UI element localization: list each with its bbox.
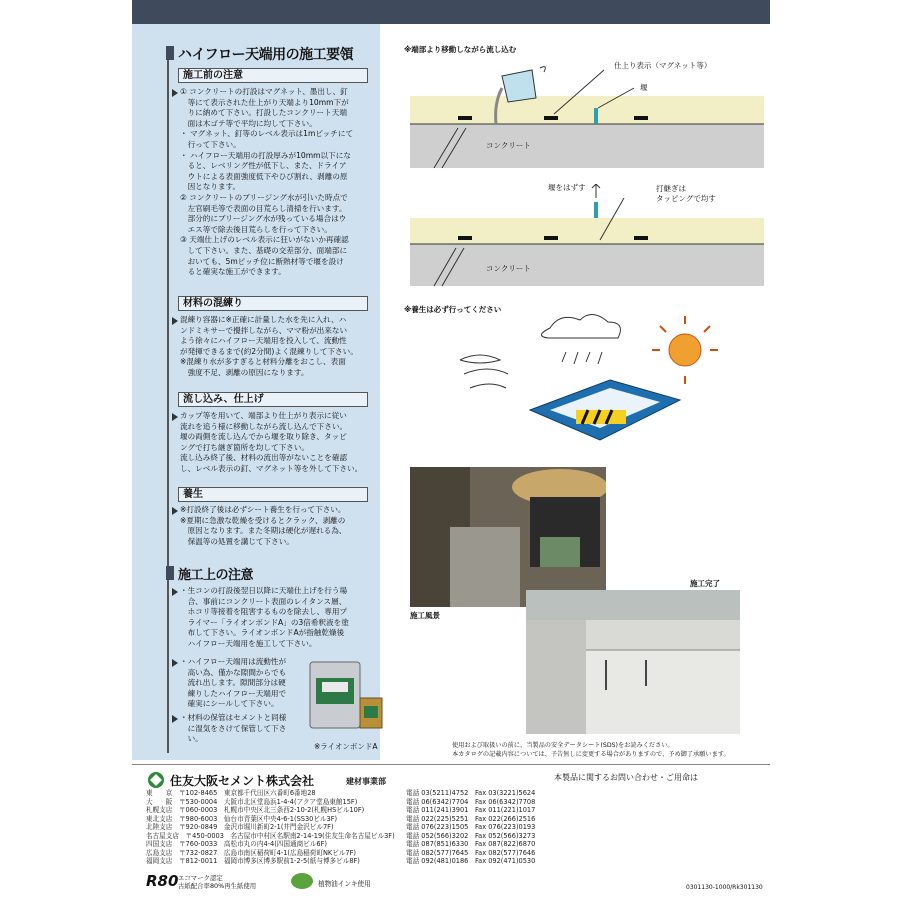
label-finish: 仕上り表示（マグネット等） (614, 61, 712, 70)
vertical-rule (167, 48, 169, 753)
section-before-heading: 施工前の注意 (178, 68, 368, 83)
photo-caption-work: 施工風景 (410, 611, 440, 620)
caution-item: ・ハイフロー天端用は流動性が 高い為、僅かな隙間からでも 流れ出します。隙間部分は硬 練りしたハイフロー天端用で 確実にシールして下さい。 (180, 657, 287, 709)
product-caption: ※ライオンボンドA (314, 742, 378, 751)
r80-logo: R80 (146, 872, 179, 890)
notice-text: 使用および取扱いの前に、当製品の安全データシート(SDS)をお読みください。 本カタログの記載内容については、予告無しに変更する場合がありますので、予め御了承願います。 (452, 742, 730, 758)
arrow-marker-icon (172, 317, 178, 325)
label-dam: 堰 (640, 83, 648, 92)
section-pour-body: カップ等を用いて、端部より仕上がり表示に従い 流れを追う様に移動しながら流し込んで下さい。 堰の両側を流し込んでから堰を取り除き、タッピ ングで打ち継ぎ箇所を均して下さい。 流し込み終了後、材料の流出等がないことを確認 し、レベル表示の釘、マグネット等を外して下さい。 (180, 411, 363, 473)
page-title: ハイフロー天端用の施工要領 (178, 44, 353, 64)
curing-caption: ※養生は必ず行ってください (404, 305, 502, 314)
vegetable-ink-icon (290, 872, 314, 890)
caution-item: ・材料の保管はセメントと同様 に湿気をさけて保管して下さ い。 (180, 713, 287, 744)
arrow-marker-icon (172, 659, 178, 667)
label-joint: 打継ぎは タッピングで均す (656, 184, 716, 203)
section-pour-heading: 流し込み、仕上げ (178, 392, 368, 407)
top-bar (132, 0, 770, 24)
section-curing-body: ※打設終了後は必ずシート養生を行って下さい。 ※夏期に急激な乾燥を受けるとクラック、剥離の 原因となります。また冬期は硬化が遅れる為、 保温等の処置を講じて下さい。 (180, 505, 347, 546)
label-concrete: コンクリート (486, 141, 531, 150)
office-addresses: 東 京 〒102-8465 東京都千代田区六番町6番地28 大 阪 〒530-0004 大阪市北区堂島浜1-4-4(アクア堂島東館15F) 札幌支店 〒060-0003 札幌市中央区北三条西2-10-2(札幌HSビル10F) 東北支店 〒980-6003 仙台市青葉区中央4-6-1(SS30ビル3F) 北陸支店 〒920-0849 金沢市堀川新町2-1(井門金沢ビル7F) 名古屋支店 〒450-0003 名古屋市中村区名駅南2-14-19(住友生命名古屋ビル3F) 四国支店 〒760-0033 高松市丸の内4-4(四国通商ビル6F) 広島支店 〒732-0827 広島市南区稲荷町4-1(広島稲荷町NKビル7F) 福岡支店 〒812-0011 福岡市博多区博多駅前1-2-5(紙与博多ビル8F) (146, 789, 395, 865)
ink-text: 植物油インキ使用 (318, 880, 371, 888)
arrow-marker-icon (172, 89, 178, 97)
photo-construction-scene (410, 467, 606, 607)
ecomark-text: エコマーク認定 古紙配合率80%再生紙使用 (178, 874, 257, 890)
diagram-pour (404, 58, 770, 170)
section-before-body: ① コンクリートの打設はマグネット、墨出し、釘 等にて表示された仕上がり天端より10mm下が りに納めて下さい。打設したコンクリート天端 面は木ゴテ等で平均に均して下さい。 ・ マグネット、釘等のレベル表示は1mピッチにて 行って下さい。 ・ ハイフロー天端用の打設厚みが10mm以下にな ると、レベリング性が低下し、また、ドライア ウトによる表面強度低下やひび割れ、剥離の原 因となります。 ② コンクリートのブリージング水が引いた時点で 左官刷毛等で表面の目荒らし清掃を行います。 部分的にブリージング水が残っている場合はウ エス等で除去後目荒らしを行って下さい。 ③ 天端仕上げのレベル表示に狂いがないか再確認 して下さい。また、基礎の交差部分、面端部に おいても、5mピッチ位に断熱材等で堰を設け ると確実な施工ができます。 (180, 87, 354, 277)
photo-caption-done: 施工完了 (690, 579, 720, 588)
footer-divider (132, 764, 770, 765)
diagram1-caption: ※端部より移動しながら流し込む (404, 45, 517, 54)
section-mixing-heading: 材料の混練り (178, 296, 368, 311)
arrow-marker-icon (172, 715, 178, 723)
arrow-marker-icon (172, 588, 178, 596)
arrow-marker-icon (172, 413, 178, 421)
document-code: 0301130-1000/Rk301130 (686, 884, 763, 891)
section-curing-heading: 養生 (178, 487, 368, 502)
product-can-image (308, 656, 384, 738)
cautions-heading: 施工上の注意 (178, 564, 253, 583)
inquiry-text: 本製品に関するお問い合わせ・ご用命は (554, 773, 698, 782)
company-name: 住友大阪セメント株式会社 (170, 774, 315, 788)
section-mixing-body: 混練り容器に※正確に計量した水を先に入れ、ハ ンドミキサーで攪拌しながら、ママ粉が出来ない よう徐々にハイフロー天端用を投入して、流動性 が発揮できるまで(約2分間)よく混練りして下さい。 ※混練り水が多すぎると材料分離をおこし、表面 強度不足、剥離の原因になります。 (180, 315, 358, 377)
photo-construction-complete (526, 590, 740, 734)
arrow-marker-icon (172, 507, 178, 515)
curing-illustration (450, 310, 720, 460)
company-logo-icon (146, 770, 166, 790)
caution-item: ・生コンの打設後翌日以降に天端仕上げを行う場 合、事前にコンクリート表面のレイタンス層、 ホコリ等接着を阻害するものを除去し、専用プ ライマー「ライオンボンドA」の3倍希釈液を塗 布して下さい。ライオンボンドAが指触乾燥後 ハイフロー天端用を施工して下さい。 (180, 586, 349, 648)
office-phones: 電話 03(5211)4752 Fax 03(3221)5624 電話 06(6342)7704 Fax 06(6342)7708 電話 011(241)3901 Fax 011(221)1017 電話 022(225)5251 Fax 022(266)2516 電話 076(223)1505 Fax 076(223)0193 電話 052(566)3202 Fax 052(566)3273 電話 087(851)6330 Fax 087(822)6870 電話 082(577)7645 Fax 082(577)7646 電話 092(481)0186 Fax 092(471)0530 (406, 789, 536, 865)
label-remove-dam: 堰をはずす (548, 183, 586, 192)
company-division: 建材事業部 (346, 777, 386, 786)
label-concrete: コンクリート (486, 264, 531, 273)
